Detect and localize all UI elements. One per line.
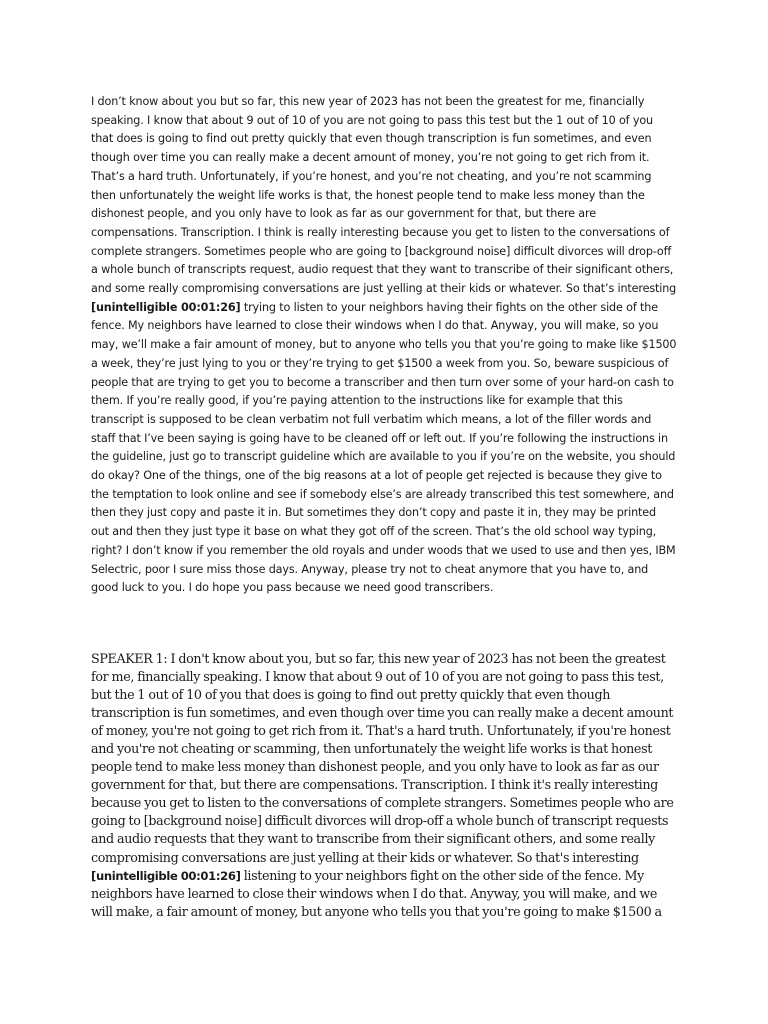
paragraph-1-text-before: I don’t know about you but so far, this new year of 2023 has not been the greatest for me, financially speaking. I know that about 9 out of 10 of you are not going to pass this test but the 1 out of 10 of you that does is going to find out pretty quickly that even though transcription is fun sometimes, and even though over time you can really make a decent amount of money, you’re not going to get rich from it. That’s a hard truth. Unfortunately, if you’re honest, and you’re not cheating, and you’re not scamming then unfortunately the weight life works is that, the honest people tend to make less money than the dishonest people, and you only have to look as far as our government for that, but there are compensations. Transcription. I think is really interesting because you get to listen to the conversations of complete strangers. Sometimes people who are going to [background noise] difficult divorces will drop-off a whole bunch of transcripts request, audio request that they want to transcribe of their significant others, and some really compromising conversations are just yelling at their kids or whatever. So that’s interesting: [91, 95, 677, 296]
paragraph-2-text-before: SPEAKER 1: I don't know about you, but so far, this new year of 2023 has not been the greatest for me, financially speaking. I know that about 9 out of 10 of you are not going to pass this test, but the 1 out of 10 of you that does is going to find out pretty quickly that even though transcription is fun sometimes, and even though over time you can really make a decent amount of money, you're not going to get rich from it. That's a hard truth. Unfortunately, if you're honest and you're not cheating or scamming, then unfortunately the weight life works is that honest people tend to make less money than dishonest people, and you only have to look as far as our government for that, but there are compensations. Transcription. I think it's really interesting because you get to listen to the conversations of complete strangers. Sometimes people who are going to [background noise] difficult divorces will drop-off a whole bunch of transcript requests and audio requests that they want to transcribe from their significant others, and some really compromising conversations are just yelling at their kids or whatever. So that's interesting: [91, 650, 674, 865]
paragraph-2-text-after: listening to your neighbors fight on the other side of the fence. My neighbors have learned to close their windows when I do that. Anyway, you will make, and we will make, a fair amount of money, but anyone who tells you that you're going to make $1500 a: [91, 867, 662, 919]
transcript-paragraph-original: [91, 93, 677, 598]
paragraph-1-text-after: trying to listen to your neighbors having their fights on the other side of the fence. My neighbors have learned to close their windows when I do that. Anyway, you will make, so you may, we’ll make a fair amount of money, but to anyone who tells you that you’re going to make like $1500 a week, they’re just lying to you or they’re trying to get $1500 a week from you. So, beware suspicious of people that are trying to get you to become a transcriber and then turn over some of your hard-on cash to them. If you’re really good, if you’re paying attention to the instructions like for example that this transcript is supposed to be clean verbatim not full verbatim which means, a lot of the filler words and staff that I’ve been saying is going have to be cleaned off or left out. If you’re following the instructions in the guideline, just go to transcript guideline which are available to you if you’re on the website, you should do okay? One of the things, one of the big reasons at a lot of people get rejected is because they give to the temptation to look online and see if somebody else’s are already transcribed this test somewhere, and then they just copy and paste it in. But sometimes they don’t copy and paste it in, they may be printed out and then they just type it base on what they got off of the screen. That’s the old school way typing, right? I don’t know if you remember the old royals and under woods that we used to use and then yes, IBM Selectric, poor I sure miss those days. Anyway, please try not to cheat anymore that you have to, and good luck to you. I do hope you pass because we need good transcribers.: [91, 300, 677, 595]
unintelligible-tag: [unintelligible 00:01:26]: [91, 868, 241, 883]
document-page: [91, 93, 677, 921]
transcript-paragraph-speaker: [91, 650, 677, 921]
unintelligible-tag: [unintelligible 00:01:26]: [91, 300, 241, 314]
